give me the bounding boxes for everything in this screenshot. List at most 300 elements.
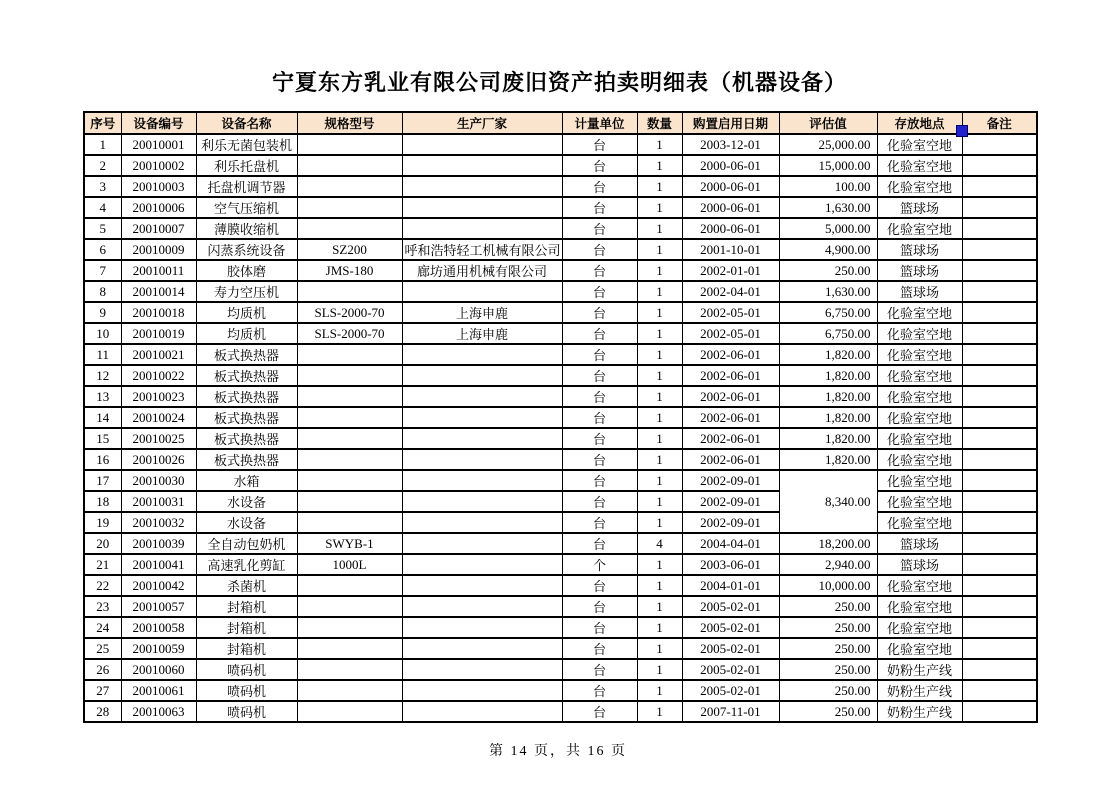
cell-no: 25 bbox=[84, 638, 121, 659]
cell-date: 2004-04-01 bbox=[682, 533, 779, 554]
cell-id: 20010011 bbox=[121, 260, 196, 281]
cell-no: 19 bbox=[84, 512, 121, 533]
cell-date: 2002-06-01 bbox=[682, 386, 779, 407]
cell-name: 利乐无菌包装机 bbox=[196, 134, 297, 155]
cell-location: 化验室空地 bbox=[877, 365, 962, 386]
cell-note bbox=[962, 134, 1037, 155]
cell-no: 27 bbox=[84, 680, 121, 701]
cell-name: 水设备 bbox=[196, 491, 297, 512]
cell-maker bbox=[402, 512, 562, 533]
cell-model bbox=[297, 638, 402, 659]
cell-unit: 台 bbox=[562, 449, 637, 470]
cell-no: 6 bbox=[84, 239, 121, 260]
cell-qty: 1 bbox=[637, 617, 682, 638]
cell-unit: 台 bbox=[562, 260, 637, 281]
cell-id: 20010025 bbox=[121, 428, 196, 449]
cell-name: 利乐托盘机 bbox=[196, 155, 297, 176]
cell-value: 250.00 bbox=[779, 680, 877, 701]
cell-unit: 个 bbox=[562, 554, 637, 575]
cell-name: 板式换热器 bbox=[196, 428, 297, 449]
cell-no: 1 bbox=[84, 134, 121, 155]
cell-location: 篮球场 bbox=[877, 239, 962, 260]
table-row bbox=[84, 176, 1037, 197]
cell-qty: 1 bbox=[637, 638, 682, 659]
cell-value: 8,340.00 bbox=[779, 470, 877, 533]
cell-note bbox=[962, 554, 1037, 575]
column-header-qty: 数量 bbox=[637, 112, 682, 134]
table-row bbox=[84, 470, 1037, 491]
cell-name: 封箱机 bbox=[196, 596, 297, 617]
cell-name: 封箱机 bbox=[196, 638, 297, 659]
cell-name: 板式换热器 bbox=[196, 407, 297, 428]
cell-note bbox=[962, 470, 1037, 491]
cell-maker: 廊坊通用机械有限公司 bbox=[402, 260, 562, 281]
cell-date: 2002-06-01 bbox=[682, 344, 779, 365]
cell-location: 化验室空地 bbox=[877, 155, 962, 176]
cell-maker bbox=[402, 386, 562, 407]
cell-qty: 1 bbox=[637, 323, 682, 344]
cell-unit: 台 bbox=[562, 596, 637, 617]
cell-name: 寿力空压机 bbox=[196, 281, 297, 302]
column-header-name: 设备名称 bbox=[196, 112, 297, 134]
cell-maker bbox=[402, 575, 562, 596]
cell-location: 篮球场 bbox=[877, 197, 962, 218]
column-header-note: 备注 bbox=[962, 112, 1037, 134]
cell-unit: 台 bbox=[562, 617, 637, 638]
cell-qty: 1 bbox=[637, 680, 682, 701]
cell-location: 篮球场 bbox=[877, 260, 962, 281]
cell-maker bbox=[402, 197, 562, 218]
column-header-unit: 计量单位 bbox=[562, 112, 637, 134]
cell-value: 250.00 bbox=[779, 617, 877, 638]
cell-value: 25,000.00 bbox=[779, 134, 877, 155]
cell-name: 水设备 bbox=[196, 512, 297, 533]
cell-note bbox=[962, 260, 1037, 281]
cell-id: 20010061 bbox=[121, 680, 196, 701]
cell-unit: 台 bbox=[562, 344, 637, 365]
cell-location: 化验室空地 bbox=[877, 428, 962, 449]
cell-maker: 上海申鹿 bbox=[402, 323, 562, 344]
cell-id: 20010014 bbox=[121, 281, 196, 302]
cell-qty: 1 bbox=[637, 302, 682, 323]
cell-note bbox=[962, 659, 1037, 680]
cell-name: 闪蒸系统设备 bbox=[196, 239, 297, 260]
cell-id: 20010059 bbox=[121, 638, 196, 659]
cell-note bbox=[962, 512, 1037, 533]
cell-name: 杀菌机 bbox=[196, 575, 297, 596]
cell-id: 20010023 bbox=[121, 386, 196, 407]
cell-note bbox=[962, 638, 1037, 659]
cell-location: 化验室空地 bbox=[877, 638, 962, 659]
cell-no: 4 bbox=[84, 197, 121, 218]
cell-name: 板式换热器 bbox=[196, 344, 297, 365]
table-row bbox=[84, 302, 1037, 323]
column-header-model: 规格型号 bbox=[297, 112, 402, 134]
cell-location: 化验室空地 bbox=[877, 176, 962, 197]
cell-model bbox=[297, 218, 402, 239]
cell-unit: 台 bbox=[562, 176, 637, 197]
cell-qty: 1 bbox=[637, 365, 682, 386]
table-row bbox=[84, 512, 1037, 533]
cell-date: 2002-05-01 bbox=[682, 323, 779, 344]
cell-maker bbox=[402, 218, 562, 239]
cell-note bbox=[962, 428, 1037, 449]
cell-model bbox=[297, 386, 402, 407]
cell-date: 2005-02-01 bbox=[682, 638, 779, 659]
cell-note bbox=[962, 239, 1037, 260]
cell-qty: 1 bbox=[637, 155, 682, 176]
cell-model: SLS-2000-70 bbox=[297, 323, 402, 344]
cell-location: 化验室空地 bbox=[877, 491, 962, 512]
table-body bbox=[84, 134, 1037, 722]
cell-no: 13 bbox=[84, 386, 121, 407]
cell-model bbox=[297, 281, 402, 302]
cell-name: 封箱机 bbox=[196, 617, 297, 638]
cell-no: 17 bbox=[84, 470, 121, 491]
column-header-id: 设备编号 bbox=[121, 112, 196, 134]
cell-qty: 1 bbox=[637, 701, 682, 722]
cell-note bbox=[962, 575, 1037, 596]
cell-unit: 台 bbox=[562, 470, 637, 491]
cell-name: 喷码机 bbox=[196, 701, 297, 722]
cell-no: 20 bbox=[84, 533, 121, 554]
header-row bbox=[84, 112, 1037, 134]
cell-qty: 1 bbox=[637, 554, 682, 575]
cell-note bbox=[962, 407, 1037, 428]
cell-no: 14 bbox=[84, 407, 121, 428]
cell-no: 8 bbox=[84, 281, 121, 302]
cell-note bbox=[962, 680, 1037, 701]
cell-location: 化验室空地 bbox=[877, 617, 962, 638]
cell-no: 5 bbox=[84, 218, 121, 239]
cell-note bbox=[962, 218, 1037, 239]
cell-value: 4,900.00 bbox=[779, 239, 877, 260]
cell-date: 2001-10-01 bbox=[682, 239, 779, 260]
cell-qty: 1 bbox=[637, 176, 682, 197]
table-row bbox=[84, 323, 1037, 344]
table-row bbox=[84, 659, 1037, 680]
cell-value: 18,200.00 bbox=[779, 533, 877, 554]
cell-model: SLS-2000-70 bbox=[297, 302, 402, 323]
cell-no: 28 bbox=[84, 701, 121, 722]
cell-no: 21 bbox=[84, 554, 121, 575]
cell-maker bbox=[402, 491, 562, 512]
cell-unit: 台 bbox=[562, 155, 637, 176]
cell-note bbox=[962, 596, 1037, 617]
selection-handle[interactable] bbox=[956, 125, 968, 137]
cell-value: 250.00 bbox=[779, 701, 877, 722]
cell-unit: 台 bbox=[562, 302, 637, 323]
cell-location: 化验室空地 bbox=[877, 134, 962, 155]
cell-name: 空气压缩机 bbox=[196, 197, 297, 218]
cell-id: 20010022 bbox=[121, 365, 196, 386]
cell-id: 20010021 bbox=[121, 344, 196, 365]
cell-qty: 1 bbox=[637, 344, 682, 365]
table-row bbox=[84, 617, 1037, 638]
cell-date: 2005-02-01 bbox=[682, 596, 779, 617]
cell-qty: 1 bbox=[637, 386, 682, 407]
cell-no: 18 bbox=[84, 491, 121, 512]
cell-id: 20010057 bbox=[121, 596, 196, 617]
cell-date: 2002-05-01 bbox=[682, 302, 779, 323]
cell-no: 12 bbox=[84, 365, 121, 386]
cell-maker: 上海申鹿 bbox=[402, 302, 562, 323]
cell-location: 篮球场 bbox=[877, 281, 962, 302]
cell-maker bbox=[402, 344, 562, 365]
cell-unit: 台 bbox=[562, 659, 637, 680]
cell-id: 20010009 bbox=[121, 239, 196, 260]
cell-name: 板式换热器 bbox=[196, 386, 297, 407]
cell-note bbox=[962, 449, 1037, 470]
cell-maker bbox=[402, 701, 562, 722]
cell-maker bbox=[402, 680, 562, 701]
cell-maker bbox=[402, 176, 562, 197]
cell-maker bbox=[402, 365, 562, 386]
cell-unit: 台 bbox=[562, 407, 637, 428]
cell-model bbox=[297, 617, 402, 638]
cell-maker: 呼和浩特轻工机械有限公司 bbox=[402, 239, 562, 260]
cell-name: 全自动包奶机 bbox=[196, 533, 297, 554]
cell-date: 2002-09-01 bbox=[682, 470, 779, 491]
cell-name: 喷码机 bbox=[196, 680, 297, 701]
cell-value: 10,000.00 bbox=[779, 575, 877, 596]
cell-location: 化验室空地 bbox=[877, 218, 962, 239]
table-row bbox=[84, 596, 1037, 617]
table-row bbox=[84, 491, 1037, 512]
table-row bbox=[84, 134, 1037, 155]
cell-note bbox=[962, 323, 1037, 344]
cell-note bbox=[962, 365, 1037, 386]
cell-note bbox=[962, 344, 1037, 365]
cell-location: 化验室空地 bbox=[877, 323, 962, 344]
cell-qty: 1 bbox=[637, 512, 682, 533]
cell-id: 20010060 bbox=[121, 659, 196, 680]
table-row bbox=[84, 449, 1037, 470]
cell-id: 20010026 bbox=[121, 449, 196, 470]
table-row bbox=[84, 365, 1037, 386]
cell-id: 20010003 bbox=[121, 176, 196, 197]
cell-model bbox=[297, 365, 402, 386]
cell-model bbox=[297, 428, 402, 449]
cell-note bbox=[962, 533, 1037, 554]
cell-value: 6,750.00 bbox=[779, 302, 877, 323]
cell-location: 化验室空地 bbox=[877, 512, 962, 533]
cell-maker bbox=[402, 470, 562, 491]
cell-no: 24 bbox=[84, 617, 121, 638]
cell-date: 2005-02-01 bbox=[682, 680, 779, 701]
cell-maker bbox=[402, 155, 562, 176]
cell-date: 2002-09-01 bbox=[682, 491, 779, 512]
table-row bbox=[84, 197, 1037, 218]
table-row bbox=[84, 575, 1037, 596]
cell-model bbox=[297, 701, 402, 722]
table-row bbox=[84, 407, 1037, 428]
cell-date: 2004-01-01 bbox=[682, 575, 779, 596]
cell-name: 板式换热器 bbox=[196, 365, 297, 386]
cell-no: 22 bbox=[84, 575, 121, 596]
cell-model bbox=[297, 659, 402, 680]
table-row bbox=[84, 554, 1037, 575]
cell-id: 20010031 bbox=[121, 491, 196, 512]
cell-date: 2002-06-01 bbox=[682, 407, 779, 428]
cell-date: 2002-09-01 bbox=[682, 512, 779, 533]
cell-date: 2005-02-01 bbox=[682, 659, 779, 680]
cell-location: 奶粉生产线 bbox=[877, 659, 962, 680]
cell-note bbox=[962, 617, 1037, 638]
cell-id: 20010006 bbox=[121, 197, 196, 218]
cell-location: 篮球场 bbox=[877, 554, 962, 575]
cell-maker bbox=[402, 659, 562, 680]
cell-unit: 台 bbox=[562, 281, 637, 302]
page-title: 宁夏东方乳业有限公司废旧资产拍卖明细表（机器设备） bbox=[271, 70, 847, 95]
cell-qty: 1 bbox=[637, 239, 682, 260]
cell-maker bbox=[402, 596, 562, 617]
cell-location: 化验室空地 bbox=[877, 407, 962, 428]
cell-model bbox=[297, 197, 402, 218]
cell-qty: 1 bbox=[637, 197, 682, 218]
cell-qty: 1 bbox=[637, 491, 682, 512]
cell-id: 20010030 bbox=[121, 470, 196, 491]
cell-id: 20010032 bbox=[121, 512, 196, 533]
cell-name: 均质机 bbox=[196, 302, 297, 323]
table-row bbox=[84, 155, 1037, 176]
cell-no: 10 bbox=[84, 323, 121, 344]
cell-qty: 1 bbox=[637, 428, 682, 449]
cell-name: 均质机 bbox=[196, 323, 297, 344]
cell-unit: 台 bbox=[562, 428, 637, 449]
cell-id: 20010018 bbox=[121, 302, 196, 323]
cell-location: 奶粉生产线 bbox=[877, 680, 962, 701]
table-row bbox=[84, 386, 1037, 407]
cell-maker bbox=[402, 533, 562, 554]
cell-qty: 4 bbox=[637, 533, 682, 554]
cell-unit: 台 bbox=[562, 638, 637, 659]
table-row bbox=[84, 218, 1037, 239]
table-row bbox=[84, 533, 1037, 554]
cell-model: SZ200 bbox=[297, 239, 402, 260]
cell-value: 1,820.00 bbox=[779, 386, 877, 407]
cell-id: 20010058 bbox=[121, 617, 196, 638]
cell-note bbox=[962, 701, 1037, 722]
cell-id: 20010039 bbox=[121, 533, 196, 554]
cell-value: 250.00 bbox=[779, 260, 877, 281]
cell-unit: 台 bbox=[562, 491, 637, 512]
cell-no: 9 bbox=[84, 302, 121, 323]
cell-name: 托盘机调节器 bbox=[196, 176, 297, 197]
cell-value: 250.00 bbox=[779, 596, 877, 617]
cell-value: 5,000.00 bbox=[779, 218, 877, 239]
cell-maker bbox=[402, 134, 562, 155]
cell-qty: 1 bbox=[637, 407, 682, 428]
cell-note bbox=[962, 491, 1037, 512]
cell-model bbox=[297, 449, 402, 470]
cell-qty: 1 bbox=[637, 449, 682, 470]
table-row bbox=[84, 239, 1037, 260]
cell-unit: 台 bbox=[562, 680, 637, 701]
cell-date: 2005-02-01 bbox=[682, 617, 779, 638]
cell-no: 15 bbox=[84, 428, 121, 449]
cell-id: 20010041 bbox=[121, 554, 196, 575]
cell-value: 2,940.00 bbox=[779, 554, 877, 575]
cell-value: 1,820.00 bbox=[779, 407, 877, 428]
cell-note bbox=[962, 176, 1037, 197]
cell-unit: 台 bbox=[562, 512, 637, 533]
cell-no: 16 bbox=[84, 449, 121, 470]
cell-qty: 1 bbox=[637, 218, 682, 239]
cell-model: JMS-180 bbox=[297, 260, 402, 281]
cell-date: 2002-01-01 bbox=[682, 260, 779, 281]
cell-location: 化验室空地 bbox=[877, 386, 962, 407]
cell-model bbox=[297, 344, 402, 365]
table-row bbox=[84, 344, 1037, 365]
cell-date: 2000-06-01 bbox=[682, 218, 779, 239]
cell-id: 20010063 bbox=[121, 701, 196, 722]
cell-model bbox=[297, 680, 402, 701]
cell-location: 奶粉生产线 bbox=[877, 701, 962, 722]
cell-model bbox=[297, 575, 402, 596]
cell-model bbox=[297, 596, 402, 617]
cell-value: 250.00 bbox=[779, 659, 877, 680]
cell-unit: 台 bbox=[562, 575, 637, 596]
cell-id: 20010042 bbox=[121, 575, 196, 596]
cell-name: 水箱 bbox=[196, 470, 297, 491]
cell-value: 1,630.00 bbox=[779, 281, 877, 302]
cell-model bbox=[297, 512, 402, 533]
cell-maker bbox=[402, 449, 562, 470]
cell-name: 高速乳化剪缸 bbox=[196, 554, 297, 575]
asset-table bbox=[83, 111, 1038, 723]
cell-note bbox=[962, 281, 1037, 302]
cell-unit: 台 bbox=[562, 134, 637, 155]
cell-qty: 1 bbox=[637, 260, 682, 281]
cell-date: 2002-06-01 bbox=[682, 365, 779, 386]
cell-no: 26 bbox=[84, 659, 121, 680]
table-row bbox=[84, 281, 1037, 302]
cell-qty: 1 bbox=[637, 596, 682, 617]
cell-date: 2003-06-01 bbox=[682, 554, 779, 575]
cell-unit: 台 bbox=[562, 386, 637, 407]
cell-value: 1,820.00 bbox=[779, 449, 877, 470]
cell-name: 喷码机 bbox=[196, 659, 297, 680]
cell-model: 1000L bbox=[297, 554, 402, 575]
cell-location: 化验室空地 bbox=[877, 302, 962, 323]
cell-no: 11 bbox=[84, 344, 121, 365]
cell-unit: 台 bbox=[562, 323, 637, 344]
cell-qty: 1 bbox=[637, 470, 682, 491]
cell-maker bbox=[402, 428, 562, 449]
cell-qty: 1 bbox=[637, 659, 682, 680]
cell-note bbox=[962, 302, 1037, 323]
cell-note bbox=[962, 155, 1037, 176]
cell-date: 2002-06-01 bbox=[682, 449, 779, 470]
cell-unit: 台 bbox=[562, 701, 637, 722]
column-header-maker: 生产厂家 bbox=[402, 112, 562, 134]
cell-date: 2007-11-01 bbox=[682, 701, 779, 722]
cell-note bbox=[962, 197, 1037, 218]
cell-date: 2000-06-01 bbox=[682, 197, 779, 218]
cell-value: 1,820.00 bbox=[779, 428, 877, 449]
cell-value: 6,750.00 bbox=[779, 323, 877, 344]
cell-location: 化验室空地 bbox=[877, 575, 962, 596]
page-number: 第 14 页，共 16 页 bbox=[489, 744, 627, 759]
cell-value: 15,000.00 bbox=[779, 155, 877, 176]
table-row bbox=[84, 701, 1037, 722]
cell-id: 20010024 bbox=[121, 407, 196, 428]
column-header-no: 序号 bbox=[84, 112, 121, 134]
cell-value: 100.00 bbox=[779, 176, 877, 197]
cell-model: SWYB-1 bbox=[297, 533, 402, 554]
cell-maker bbox=[402, 617, 562, 638]
